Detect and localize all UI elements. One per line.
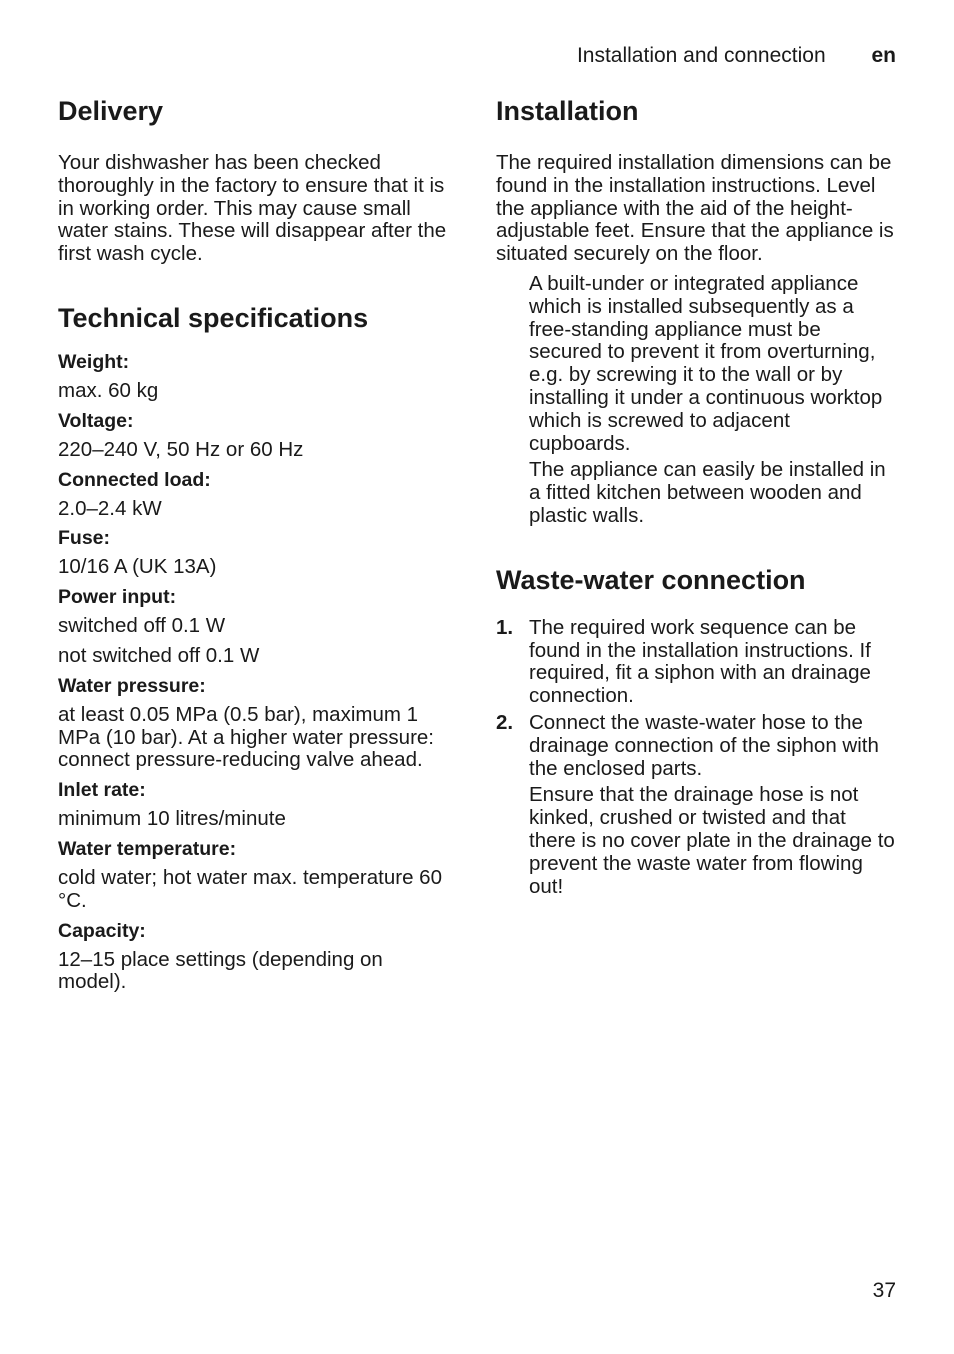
delivery-heading: Delivery [58,96,164,126]
installation-note-secure: A built-under or integrated appliance which is installed subsequently as a free-standing appliance must be secured to prevent it from overturning, e.g. by screwing it to the wall or by installing it under a continuous worktop which is screwed to adjacent cupboards. [529,271,883,455]
spec-list [58,351,458,994]
left-column [58,92,458,994]
step-item [496,617,896,708]
step-note: Ensure that the drainage hose is not kinked, crushed or twisted and that there is no cover plate in the drainage to prevent the waste water from flowing out! [529,783,895,898]
page-header [577,44,896,68]
water-pressure-value: at least 0.05 MPa (0.5 bar), maximum 1 MPa (10 bar). At a higher water pressure: connect pressure-reducing valve ahead. [58,702,435,772]
technical-specifications-heading: Technical specifications [58,302,369,333]
inlet-rate-label: Inlet rate: [58,779,146,802]
delivery-text: Your dishwasher has been checked thoroughly in the factory to ensure that it is in working order. This may cause small water stains. These will disappear after the first wash cycle. [58,151,447,266]
step-number: 1. [496,615,514,639]
voltage-label: Voltage: [58,409,134,432]
inlet-rate-value: minimum 10 litres/minute [58,807,286,831]
power-input-label: Power input: [58,586,177,609]
step-text: The required work sequence can be found in the installation instructions. If required, fit a siphon with an drainage connection. [529,615,871,708]
water-temperature-value: cold water; hot water max. temperature 60 °C. [58,865,442,912]
installation-text: The required installation dimensions can be found in the installation instructions. Level the appliance with the aid of the height-adjustable feet. Ensure that the appliance is situated securely on the floor. [496,151,894,266]
connected-load-label: Connected load: [58,468,211,491]
language-code: en [871,44,896,67]
power-input-on-value: not switched off 0.1 W [58,643,260,667]
connected-load-value: 2.0–2.4 kW [58,496,162,520]
fuse-value: 10/16 A (UK 13A) [58,555,217,579]
capacity-value: 12–15 place settings (depending on model). [58,947,383,994]
weight-value: max. 60 kg [58,378,159,402]
page-number: 37 [872,1279,896,1302]
weight-label: Weight: [58,350,130,373]
right-column [496,92,896,898]
section-title: Installation and connection [576,44,826,67]
installation-heading: Installation [496,96,639,126]
water-pressure-label: Water pressure: [58,674,206,697]
waste-water-connection-heading: Waste-water connection [496,564,806,595]
fuse-label: Fuse: [58,527,111,550]
voltage-value: 220–240 V, 50 Hz or 60 Hz [58,437,304,461]
waste-water-steps [496,617,896,899]
installation-note-fitted: The appliance can easily be installed in a fitted kitchen between wooden and plastic walls. [529,458,886,527]
power-input-off-value: switched off 0.1 W [58,614,226,638]
step-number: 2. [496,710,514,734]
step-text: Connect the waste-water hose to the drainage connection of the siphon with the enclosed parts. [529,710,879,780]
water-temperature-label: Water temperature: [58,837,237,860]
capacity-label: Capacity: [58,919,146,942]
step-item [496,712,896,898]
